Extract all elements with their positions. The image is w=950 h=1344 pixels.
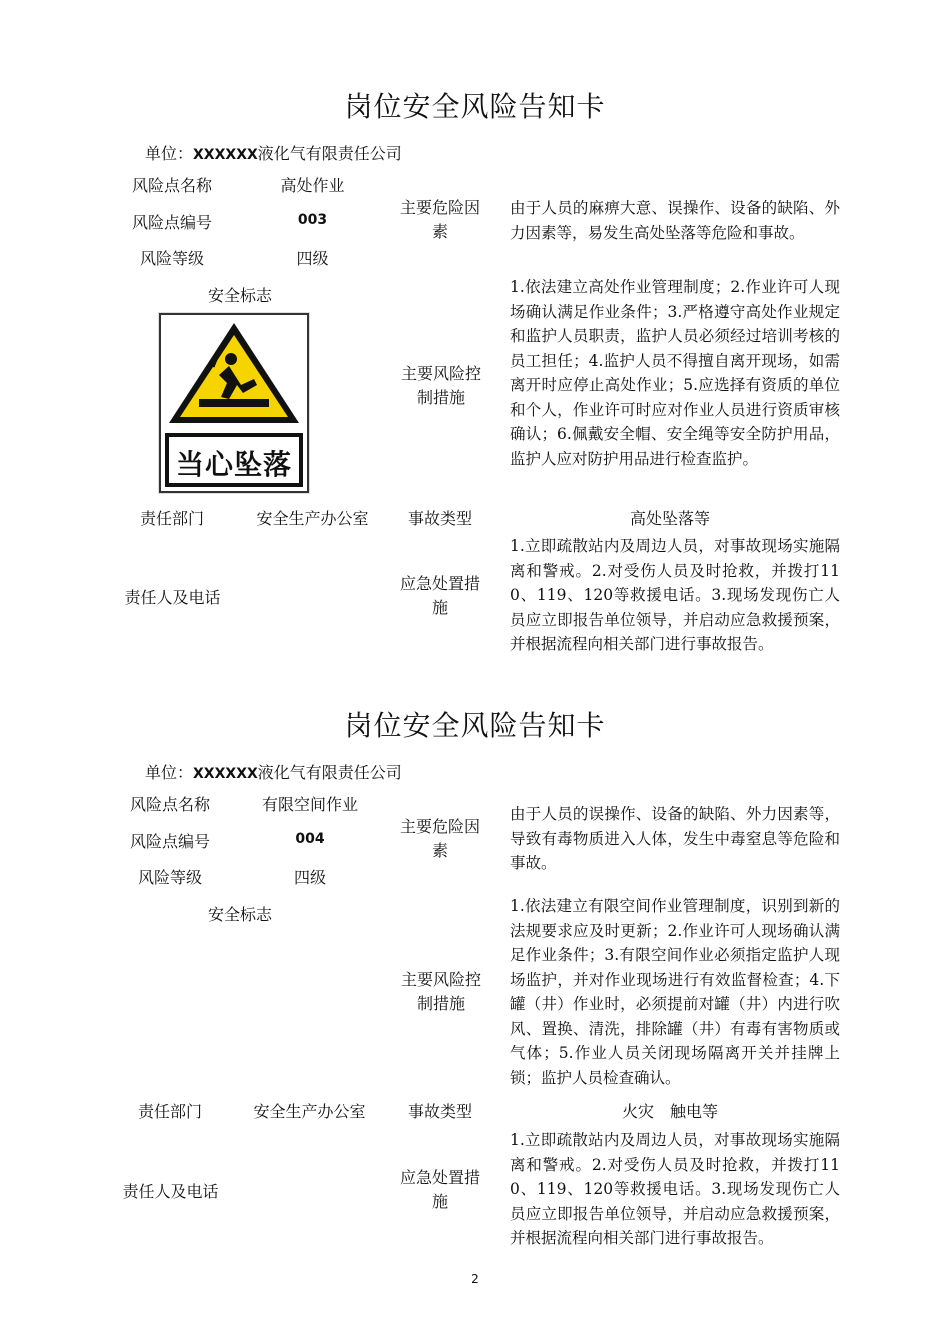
unit-line [145, 141, 402, 164]
page-number: 2 [471, 1272, 479, 1286]
sign-caption: 当心坠落 [175, 448, 292, 481]
emergency-text: 1.立即疏散站内及周边人员，对事故现场实施隔离和警戒。2.对受伤人员及时抢救，并拨打110、119、120等救援电话。3.现场发现伤亡人员应立即报告单位领导，并启动应急救援预案，并根据流程向相关部门进行事故报告。 [510, 1131, 840, 1247]
risk-no-label: 风险点编号 [131, 213, 212, 232]
unit-name: 液化气有限责任公司 [257, 144, 402, 163]
risk-name-label: 风险点名称 [131, 176, 212, 195]
risk-level-value: 四级 [293, 868, 326, 887]
hazard-text: 由于人员的麻痹大意、误操作、设备的缺陷、外力因素等，易发生高处坠落等危险和事故。 [510, 199, 840, 242]
person-label: 责任人及电话 [122, 1182, 219, 1201]
sign-label: 安全标志 [207, 286, 272, 305]
dept-label: 责任部门 [137, 1102, 202, 1121]
dept-value: 安全生产办公室 [253, 1102, 366, 1121]
control-text: 1.依法建立高处作业管理制度；2.作业许可人现场确认满足作业条件；3.严格遵守高处作业规定和监护人员职责，监护人员必须经过培训考核的员工担任；4.监护人员不得擅自离开现场，如需离开时应停止高处作业；5.应选择有资质的单位和个人，作业许可时应对作业人员进行资质审核确认；6.佩戴安全帽、安全绳等安全防护用品，监护人应对防护用品进行检查监护。 [510, 278, 840, 468]
emergency-label: 应急处置措施 [400, 574, 481, 617]
unit-name: 液化气有限责任公司 [257, 763, 402, 782]
accident-label: 事故类型 [407, 1102, 472, 1121]
risk-level-label: 风险等级 [139, 249, 204, 268]
unit-label: 单位： [145, 763, 194, 782]
accident-value: 火灾 触电等 [621, 1102, 718, 1121]
person-label: 责任人及电话 [124, 588, 221, 607]
risk-level-value: 四级 [296, 249, 329, 268]
dept-value: 安全生产办公室 [256, 509, 369, 528]
unit-line [145, 760, 402, 783]
hazard-label: 主要危险因素 [400, 198, 481, 241]
risk-no-value: 004 [295, 831, 325, 847]
dept-label: 责任部门 [139, 509, 204, 528]
card-title: 岗位安全风险告知卡 [344, 90, 606, 123]
control-label: 主要风险控制措施 [400, 364, 481, 407]
unit-label: 单位： [145, 144, 194, 163]
risk-no-label: 风险点编号 [129, 832, 210, 851]
sign-label: 安全标志 [207, 905, 272, 924]
emergency-label: 应急处置措施 [400, 1168, 481, 1211]
unit-code: XXXXXX [193, 147, 258, 163]
risk-no-value: 003 [297, 212, 328, 228]
hazard-text: 由于人员的误操作、设备的缺陷、外力因素等，导致有毒物质进入人体，发生中毒窒息等危险和事故。 [510, 805, 840, 872]
risk-name-label: 风险点名称 [129, 795, 210, 814]
emergency-text: 1.立即疏散站内及周边人员，对事故现场实施隔离和警戒。2.对受伤人员及时抢救，并拨打110、119、120等救援电话。3.现场发现伤亡人员应立即报告单位领导，并启动应急救援预案，并根据流程向相关部门进行事故报告。 [510, 537, 840, 653]
control-text: 1.依法建立有限空间作业管理制度，识别到新的法规要求应及时更新；2.作业许可人现场确认满足作业条件；3.有限空间作业必须指定监护人现场监护，并对作业现场进行有效监督检查；4.下罐（井）作业时，必须提前对罐（井）内进行吹风、置换、清洗，排除罐（井）有毒有害物质或气体；5.作业人员关闭现场隔离开关并挂牌上锁；监护人员检查确认。 [510, 897, 840, 1087]
risk-name-value: 高处作业 [280, 176, 345, 195]
unit-code: XXXXXX [193, 766, 258, 782]
fall-hazard-sign [158, 312, 310, 494]
accident-label: 事故类型 [407, 509, 472, 528]
risk-level-label: 风险等级 [137, 868, 202, 887]
accident-value: 高处坠落等 [629, 509, 710, 528]
card-title: 岗位安全风险告知卡 [344, 709, 606, 742]
control-label: 主要风险控制措施 [400, 970, 481, 1013]
risk-name-value: 有限空间作业 [261, 795, 358, 814]
hazard-label: 主要危险因素 [400, 817, 481, 860]
